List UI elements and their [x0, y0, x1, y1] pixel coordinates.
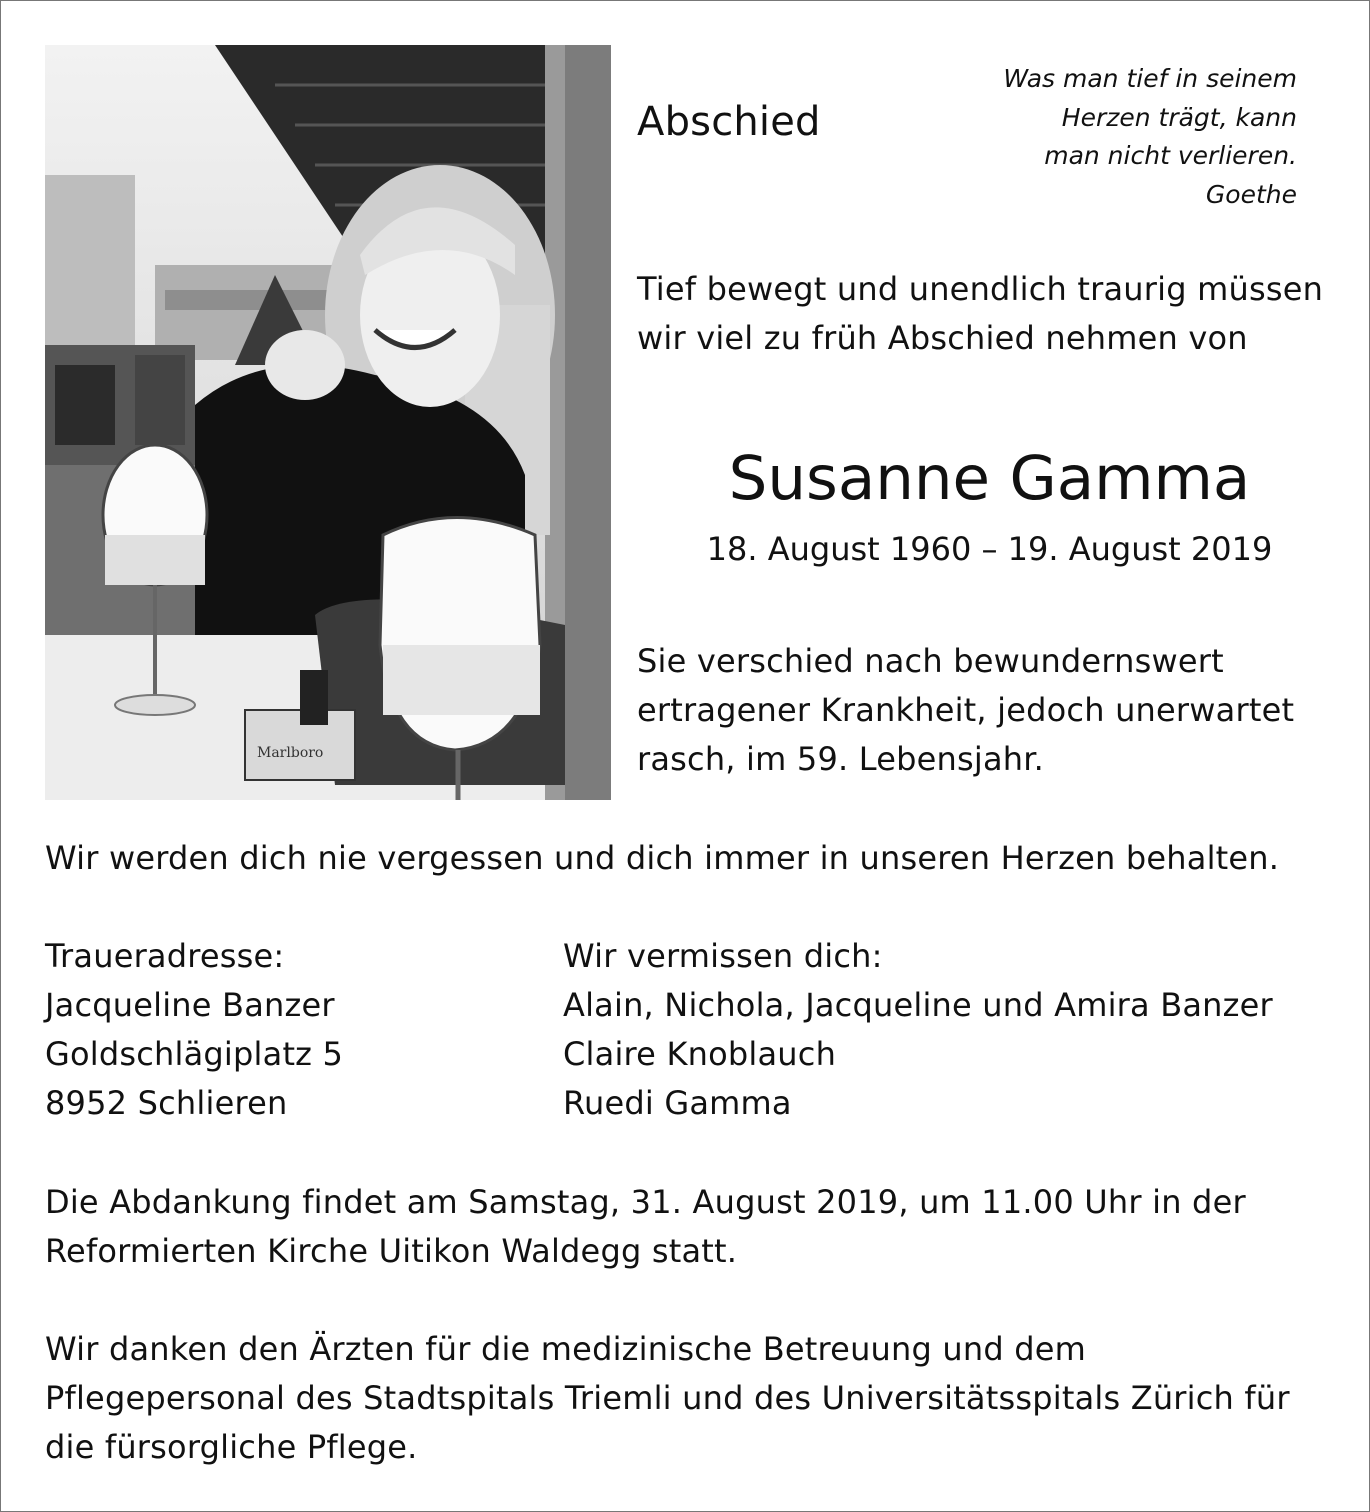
- cigarette-pack-label: Marlboro: [257, 745, 324, 761]
- life-dates: 18. August 1960 – 19. August 2019: [706, 530, 1273, 568]
- goethe-quote: [1003, 60, 1297, 214]
- quote-line: Was man tief in seinem: [1003, 64, 1297, 93]
- service-line: Reformierten Kirche Uitikon Waldegg statt.: [45, 1232, 738, 1270]
- address-line: 8952 Schlieren: [45, 1084, 288, 1122]
- passing-line: Sie verschied nach bewundernswert: [637, 642, 1224, 680]
- intro-text: [637, 265, 1323, 363]
- quote-line: man nicht verlieren.: [1044, 141, 1297, 170]
- funeral-service-text: [45, 1178, 1246, 1276]
- address-line: Goldschlägiplatz 5: [45, 1035, 344, 1073]
- passing-line: rasch, im 59. Lebensjahr.: [637, 740, 1045, 778]
- thanks-text: [45, 1325, 1290, 1472]
- quote-line: Herzen trägt, kann: [1061, 102, 1297, 132]
- thanks-line: Pflegepersonal des Stadtspitals Triemli und des Universitätsspitals Zürich für: [45, 1379, 1290, 1417]
- deceased-name: Susanne Gamma: [728, 443, 1251, 514]
- portrait-photo: [45, 45, 611, 800]
- intro-line: Tief bewegt und unendlich traurig müssen: [637, 270, 1324, 308]
- mourners-label: Wir vermissen dich:: [563, 937, 883, 975]
- address-line: Jacqueline Banzer: [45, 986, 335, 1024]
- passing-line: ertragener Krankheit, jedoch unerwartet: [637, 691, 1295, 729]
- passing-text: [637, 637, 1294, 784]
- mourners-list: [563, 932, 1273, 1128]
- mourner-line: Claire Knoblauch: [563, 1035, 837, 1073]
- thanks-line: die fürsorgliche Pflege.: [45, 1428, 418, 1466]
- mourning-address: [45, 932, 343, 1128]
- never-forget-text: Wir werden dich nie vergessen und dich immer in unseren Herzen behalten.: [45, 839, 1280, 877]
- thanks-line: Wir danken den Ärzten für die medizinische Betreuung und dem: [45, 1330, 1087, 1368]
- mourner-line: Alain, Nichola, Jacqueline und Amira Banzer: [563, 986, 1273, 1024]
- quote-author: Goethe: [1205, 179, 1297, 209]
- intro-line: wir viel zu früh Abschied nehmen von: [637, 319, 1248, 357]
- mourning-address-label: Traueradresse:: [45, 937, 285, 975]
- heading-title: Abschied: [637, 99, 821, 145]
- service-line: Die Abdankung findet am Samstag, 31. August 2019, um 11.00 Uhr in der: [45, 1183, 1246, 1221]
- mourner-line: Ruedi Gamma: [563, 1084, 792, 1122]
